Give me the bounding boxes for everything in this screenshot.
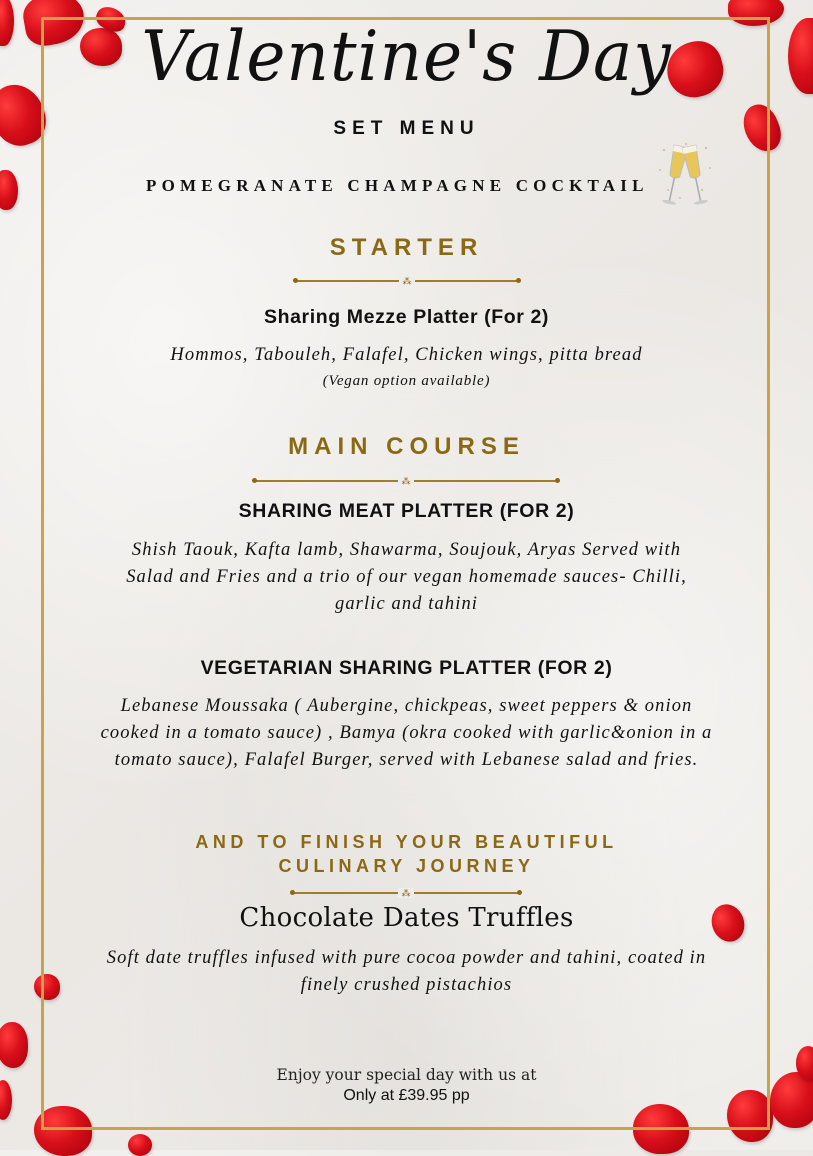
description-line: Salad and Fries and a trio of our vegan homemade sauces- Chilli,: [126, 567, 687, 587]
description-line: garlic and tahini: [334, 594, 479, 614]
main-item-description: [0, 537, 813, 618]
description-line: Soft date truffles infused with pure cocoa powder and tahini, coated in: [106, 948, 707, 968]
welcome-drink: POMEGRANATE CHAMPAGNE COCKTAIL: [146, 176, 649, 195]
main-item-description: [0, 693, 813, 774]
main-course-heading: MAIN COURSE: [288, 433, 525, 460]
dessert-heading: [0, 830, 813, 878]
main-item-name: SHARING MEAT PLATTER (FOR 2): [238, 500, 575, 522]
starter-item-description: Hommos, Tabouleh, Falafel, Chicken wings, pitta bread: [170, 345, 643, 365]
description-line: tomato sauce), Falafel Burger, served with Lebanese salad and fries.: [114, 750, 699, 770]
ornamental-divider: ⁂: [295, 276, 519, 286]
dessert-name: Chocolate Dates Truffles: [239, 903, 574, 933]
dessert-description: [0, 945, 813, 999]
dessert-heading-line: CULINARY JOURNEY: [278, 856, 535, 876]
starter-item-note: (Vegan option available): [322, 373, 491, 389]
starter-item-name: Sharing Mezze Platter (For 2): [263, 306, 550, 328]
rose-petal-decoration: [128, 1134, 152, 1156]
footer-invitation: Enjoy your special day with us at: [276, 1066, 537, 1084]
page-title: Valentine's Day: [141, 16, 672, 97]
description-line: cooked in a tomato sauce) , Bamya (okra cooked with garlic&onion in a: [100, 723, 713, 743]
description-line: Shish Taouk, Kafta lamb, Shawarma, Soujouk, Aryas Served with: [131, 540, 682, 560]
rose-petal-decoration: [0, 170, 18, 210]
rose-petal-decoration: [0, 1022, 28, 1068]
dessert-heading-line: AND TO FINISH YOUR BEAUTIFUL: [195, 832, 618, 852]
ornamental-divider: ⁂: [292, 888, 520, 898]
menu-subtitle: SET MENU: [333, 118, 480, 139]
ornamental-divider: ⁂: [254, 476, 558, 486]
footer-price: Only at £39.95 pp: [343, 1087, 470, 1104]
description-line: Lebanese Moussaka ( Aubergine, chickpeas, sweet peppers & onion: [120, 696, 693, 716]
main-item-name: VEGETARIAN SHARING PLATTER (FOR 2): [200, 657, 613, 679]
champagne-glasses-icon: [656, 140, 714, 210]
starter-heading: STARTER: [329, 234, 484, 261]
description-line: finely crushed pistachios: [300, 975, 513, 995]
